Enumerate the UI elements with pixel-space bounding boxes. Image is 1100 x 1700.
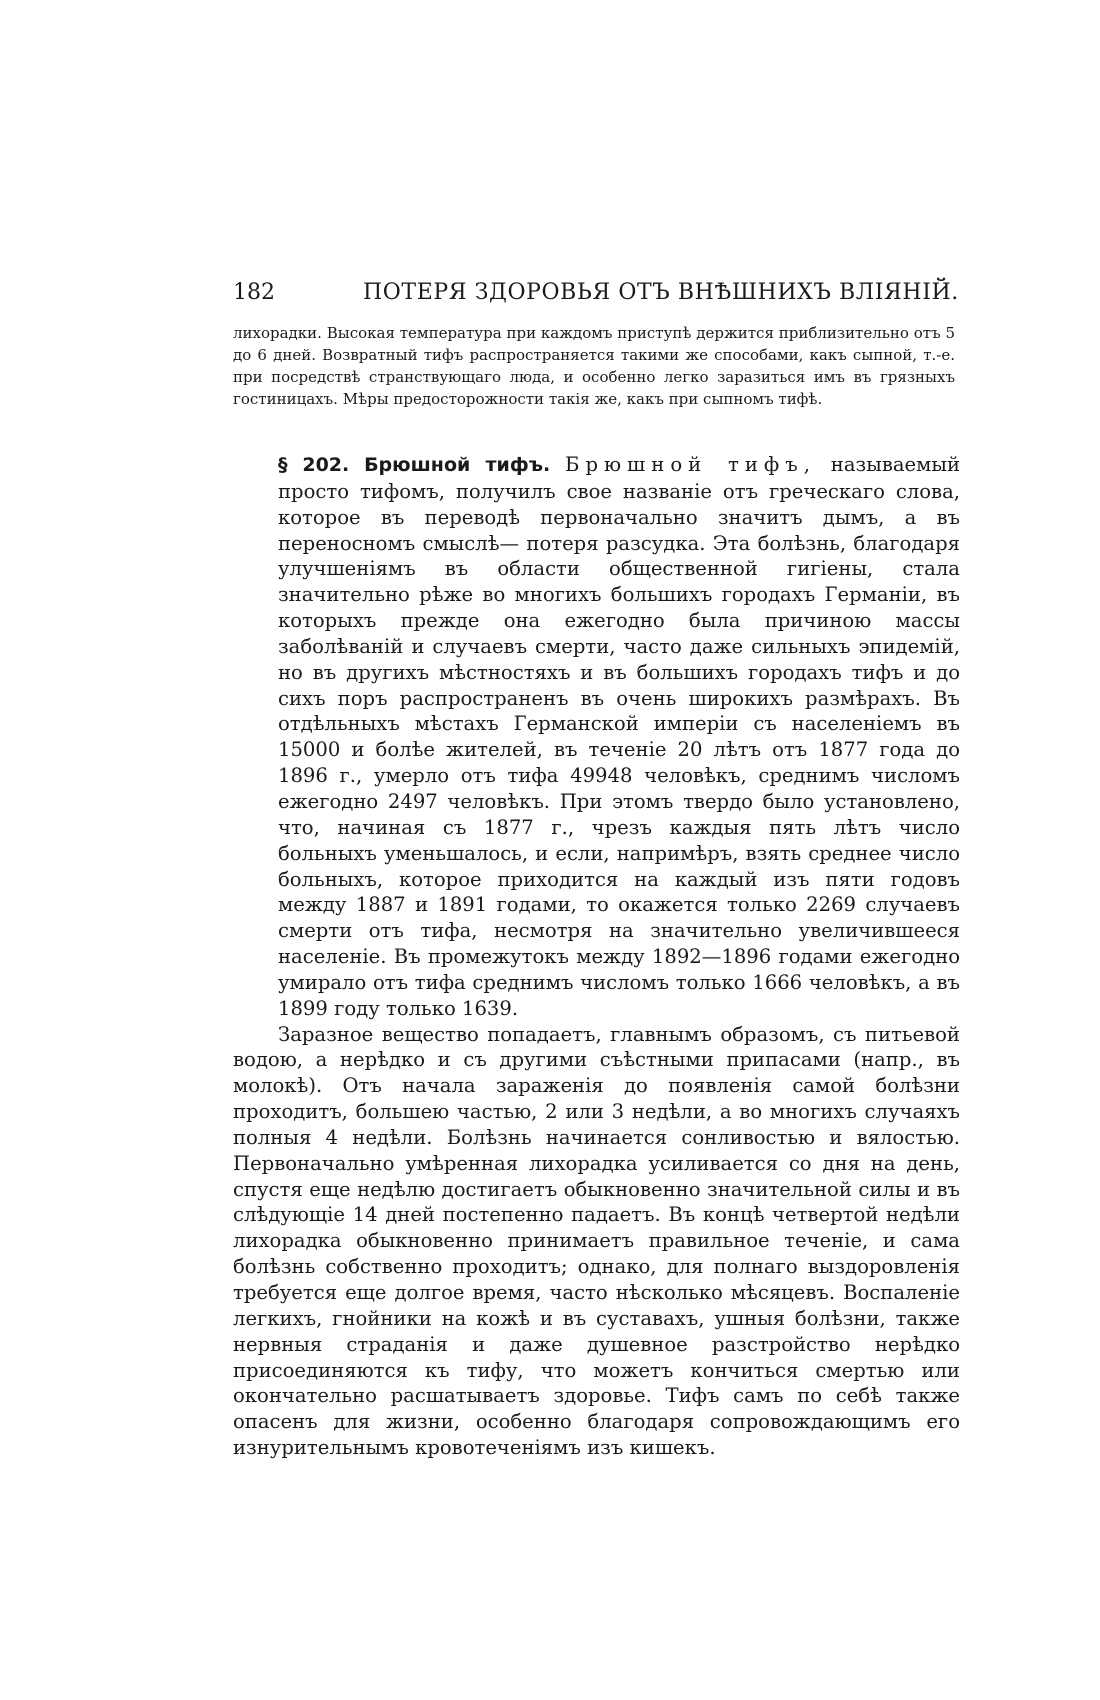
- section-lead-word: Брюшной тифъ,: [565, 453, 816, 476]
- continuation-paragraph: лихорадки. Высокая температура при каждомъ приступѣ держится приблизительно отъ 5 до 6 дней. Возвратный тифъ распространяется такими же способами, какъ сыпной, т.-е. при посредствѣ странствующаго люда, и особенно легко заразиться имъ въ грязныхъ гостиницахъ. Мѣры предосторожности такія же, какъ при сыпномъ тифѣ.: [233, 324, 955, 408]
- section-mark: §: [278, 454, 288, 476]
- section-202: [233, 452, 960, 1461]
- section-title: Брюшной тифъ.: [364, 454, 551, 476]
- running-title: ПОТЕРЯ ЗДОРОВЬЯ ОТЪ ВНѢШНИХЪ ВЛІЯНІЙ.: [363, 280, 959, 305]
- section-number: 202.: [302, 454, 350, 476]
- page-header: [233, 278, 963, 308]
- page-number: 182: [233, 280, 275, 305]
- section-paragraph-1: [233, 452, 960, 1022]
- section-paragraph-1-text: называемый просто тифомъ, получилъ свое названіе отъ греческаго слова, которое въ переводѣ первоначально значитъ дымъ, а въ переносномъ смыслѣ— потеря разсудка. Эта болѣзнь, благодаря улучшеніямъ въ области общественной гигіены, стала значительно рѣже во многихъ большихъ городахъ Германіи, въ которыхъ прежде она ежегодно была причиною массы заболѣваній и случаевъ смерти, часто даже сильныхъ эпидемій, но въ другихъ мѣстностяхъ и въ большихъ городахъ тифъ и до сихъ поръ распространенъ въ очень широкихъ размѣрахъ. Въ отдѣльныхъ мѣстахъ Германской имперіи съ населеніемъ въ 15000 и болѣе жителей, въ теченіе 20 лѣтъ отъ 1877 года до 1896 г., умерло отъ тифа 49948 человѣкъ, среднимъ числомъ ежегодно 2497 человѣкъ. При этомъ твердо было установлено, что, начиная съ 1877 г., чрезъ каждыя пять лѣтъ число больныхъ уменьшалось, и если, напримѣръ, взять среднее число больныхъ, которое приходится на каждый изъ пяти годовъ между 1887 и 1891 годами, то окажется только 2269 случаевъ смерти отъ тифа, несмотря на значительно увеличившееся населеніе. Въ промежутокъ между 1892—1896 годами ежегодно умирало отъ тифа среднимъ числомъ только 1666 человѣкъ, а въ 1899 году только 1639.: [278, 453, 961, 1020]
- section-paragraph-2: Заразное вещество попадаетъ, главнымъ образомъ, съ питьевой водою, а нерѣдко и съ другими съѣстными припасами (напр., въ молокѣ). Отъ начала зараженія до появленія самой болѣзни проходитъ, большею частью, 2 или 3 недѣли, а во многихъ случаяхъ полныя 4 недѣли. Болѣзнь начинается сонливостью и вялостью. Первоначально умѣренная лихорадка усиливается со дня на день, спустя еще недѣлю достигаетъ обыкновенно значительной силы и въ слѣдующіе 14 дней постепенно падаетъ. Въ концѣ четвертой недѣли лихорадка обыкновенно принимаетъ правильное теченіе, и сама болѣзнь собственно проходитъ; однако, для полнаго выздоровленія требуется еще долгое время, часто нѣсколько мѣсяцевъ. Воспаленіе легкихъ, гнойники на кожѣ и въ суставахъ, ушныя болѣзни, также нервныя страданія и даже душевное разстройство нерѣдко присоединяются къ тифу, что можетъ кончиться смертью или окончательно расшатываетъ здоровье. Тифъ самъ по себѣ также опасенъ для жизни, особенно благодаря сопровождающимъ его изнурительнымъ кровотеченіямъ изъ кишекъ.: [233, 1022, 960, 1460]
